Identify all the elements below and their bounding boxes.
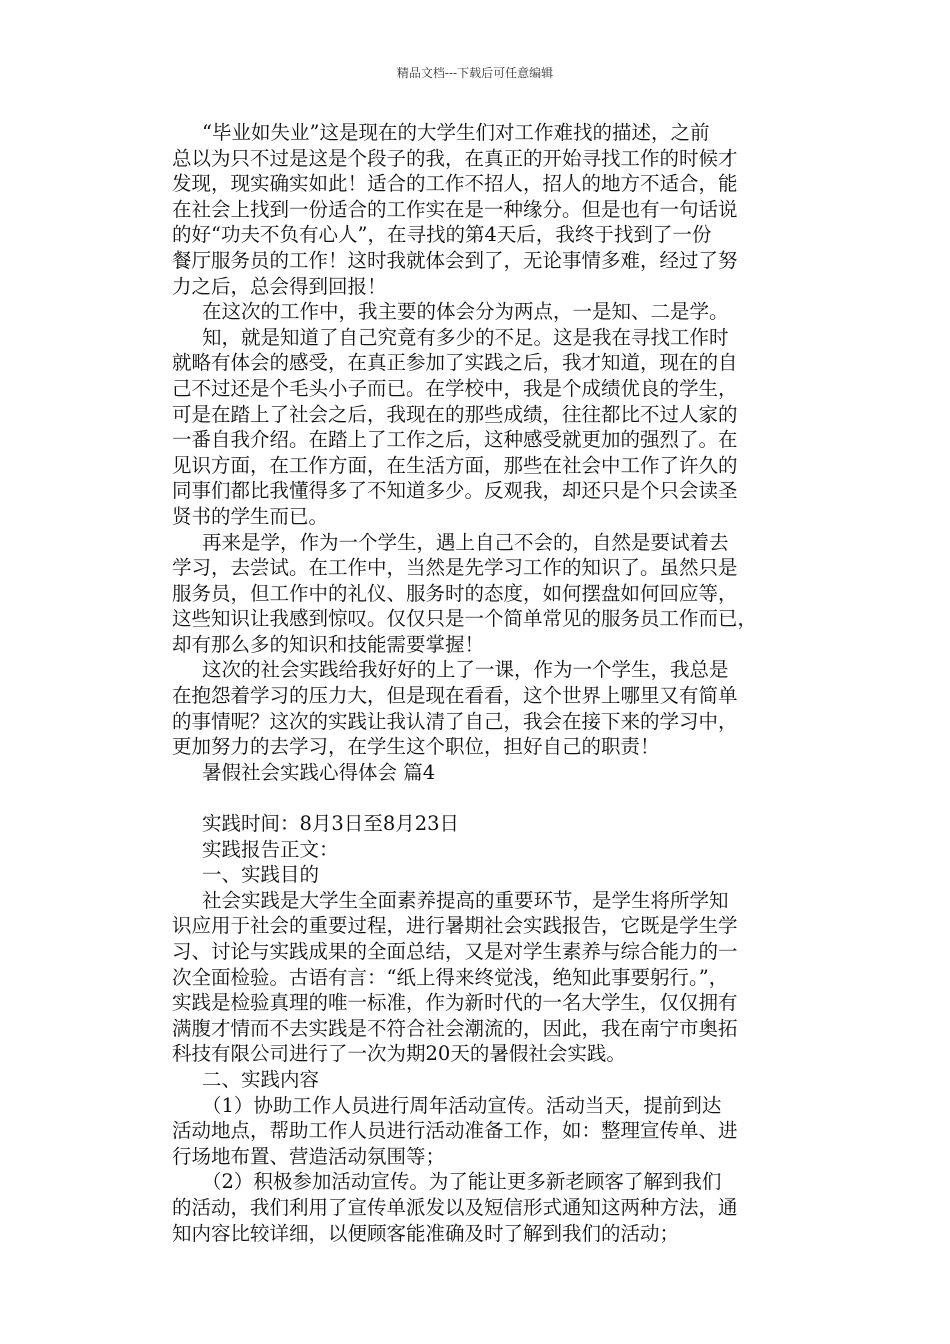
text-line: 这些知识让我感到惊叹。仅仅只是一个简单常见的服务员工作而已， bbox=[172, 607, 758, 631]
text-line: 同事们都比我懂得多了不知道多少。反观我，却还只是个只会读圣 bbox=[172, 479, 738, 503]
text-line: 实践是检验真理的唯一标准，作为新时代的一名大学生，仅仅拥有 bbox=[172, 991, 738, 1015]
text-line: （1）协助工作人员进行周年活动宣传。活动当天，提前到达 bbox=[202, 1093, 722, 1117]
text-line: 一番自我介绍。在踏上了工作之后，这种感受就更加的强烈了。在 bbox=[172, 428, 738, 452]
text-line: “毕业如失业”这是现在的大学生们对工作难找的描述，之前 bbox=[202, 121, 710, 144]
document-body bbox=[172, 120, 822, 1246]
page-header: 精品文档---下载后可任意编辑 bbox=[396, 66, 554, 80]
text-line: 一、实践目的 bbox=[202, 863, 320, 887]
text-line: 科技有限公司进行了一次为期20天的暑假社会实践。 bbox=[172, 1042, 626, 1066]
text-line: 贤书的学生而已。 bbox=[172, 504, 329, 528]
text-line: 己不过还是个毛头小子而已。在学校中，我是个成绩优良的学生， bbox=[172, 376, 738, 400]
text-line: 活动地点，帮助工作人员进行活动准备工作，如：整理宣传单、进 bbox=[172, 1119, 738, 1143]
blank-line bbox=[172, 785, 822, 811]
text-line: （2）积极参加活动宣传。为了能让更多新老顾客了解到我们 bbox=[202, 1170, 722, 1194]
text-line: 发现，现实确实如此！适合的工作不招人，招人的地方不适合，能 bbox=[172, 172, 738, 196]
text-line: 习、讨论与实践成果的全面总结，又是对学生素养与综合能力的一 bbox=[172, 940, 738, 963]
text-line: 实践时间：8月3日至8月23日 bbox=[202, 812, 460, 836]
text-line: 次全面检验。古语有言：“纸上得来终觉浅，绝知此事要躬行。”， bbox=[172, 965, 729, 989]
text-line: 更加努力的去学习，在学生这个职位，担好自己的职责！ bbox=[172, 735, 660, 759]
text-line: 在这次的工作中，我主要的体会分为两点，一是知、二是学。 bbox=[202, 300, 729, 324]
text-line: 却有那么多的知识和技能需要掌握！ bbox=[172, 632, 485, 656]
text-line: 见识方面，在工作方面，在生活方面，那些在社会中工作了许久的 bbox=[172, 453, 738, 477]
text-line: 在抱怨着学习的压力大，但是现在看看，这个世界上哪里又有简单 bbox=[172, 684, 738, 708]
text-line: 这次的社会实践给我好好的上了一课，作为一个学生，我总是 bbox=[202, 658, 729, 682]
text-line: 满腹才情而不去实践是不符合社会潮流的，因此，我在南宁市奥拓 bbox=[172, 1016, 738, 1040]
text-line: 餐厅服务员的工作！这时我就体会到了，无论事情多难，经过了努 bbox=[172, 248, 738, 272]
text-line: 识应用于社会的重要过程，进行暑期社会实践报告，它既是学生学 bbox=[172, 914, 738, 938]
text-line: 的事情呢？这次的实践让我认清了自己，我会在接下来的学习中， bbox=[172, 709, 738, 733]
text-line: 知内容比较详细，以便顾客能准确及时了解到我们的活动； bbox=[172, 1221, 680, 1245]
text-line: 力之后，总会得到回报！ bbox=[172, 274, 387, 298]
text-line: 知，就是知道了自己究竟有多少的不足。这是我在寻找工作时 bbox=[202, 325, 729, 349]
text-line: 的活动，我们利用了宣传单派发以及短信形式通知这两种方法，通 bbox=[172, 1195, 738, 1219]
text-line: 的好“功夫不负有心人”，在寻找的第4天后，我终于找到了一份 bbox=[172, 223, 712, 247]
text-line: 暑假社会实践心得体会 篇4 bbox=[202, 760, 436, 784]
text-line: 服务员，但工作中的礼仪、服务时的态度，如何摆盘如何回应等， bbox=[172, 581, 738, 605]
text-line: 就略有体会的感受，在真正参加了实践之后，我才知道，现在的自 bbox=[172, 351, 738, 375]
text-line: 行场地布置、营造活动氛围等； bbox=[172, 1144, 446, 1168]
text-line: 在社会上找到一份适合的工作实在是一种缘分。但是也有一句话说 bbox=[172, 197, 738, 221]
text-line: 总以为只不过是这是个段子的我，在真正的开始寻找工作的时候才 bbox=[172, 146, 738, 170]
text-line: 实践报告正文： bbox=[202, 837, 339, 861]
text-line: 社会实践是大学生全面素养提高的重要环节，是学生将所学知 bbox=[202, 888, 729, 912]
text-line: 二、实践内容 bbox=[202, 1067, 320, 1091]
text-line: 可是在踏上了社会之后，我现在的那些成绩，往往都比不过人家的 bbox=[172, 402, 738, 426]
text-line: 再来是学，作为一个学生，遇上自己不会的，自然是要试着去 bbox=[202, 530, 729, 554]
text-line: 学习，去尝试。在工作中，当然是先学习工作的知识了。虽然只是 bbox=[172, 556, 738, 580]
